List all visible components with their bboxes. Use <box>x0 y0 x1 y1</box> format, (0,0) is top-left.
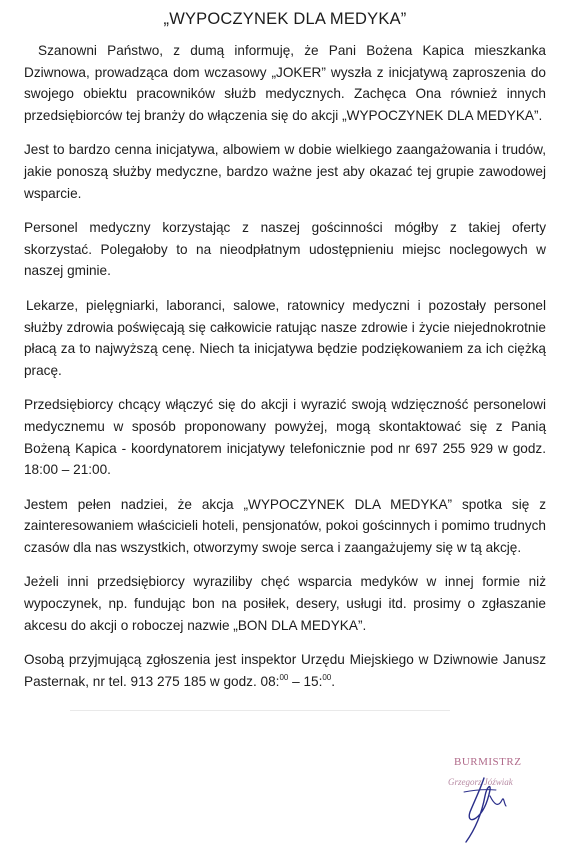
paragraph-5: Przedsiębiorcy chcący włączyć się do akcji i wyrazić swoją wdzięczność personelowi medycznemu w sposób proponowany powyżej, mogą skontaktować się z Panią Bożeną Kapica - koordynatorem inicjatywy telefonicznie pod nr 697 255 929 w godz. 18:00 – 21:00. <box>24 397 546 478</box>
official-stamp <box>440 756 560 846</box>
paragraph-8-sup-start: 00 <box>279 672 289 682</box>
stamp-name: Grzegorz Jóźwiak <box>448 777 513 787</box>
paragraph-8 <box>24 649 546 692</box>
paragraph-8-lead: Osobą przyjmującą zgłoszenia jest inspektor Urzędu Miejskiego w Dziwnowie Janusz Pasternak, nr tel. 913 275 185 w godz. 08: <box>24 652 546 689</box>
paragraph-7: Jeżeli inni przedsiębiorcy wyraziliby chęć wsparcia medyków w innej formie niż wypoczynek, np. fundując bon na posiłek, desery, usługi itd. prosimy o zgłaszanie akcesu do akcji o roboczej nazwie „BON DLA MEDYKA”. <box>24 574 546 633</box>
handwritten-signature-icon <box>440 756 560 846</box>
document-body <box>24 40 546 705</box>
paragraph-4: Lekarze, pielęgniarki, laboranci, salowe, ratownicy medyczni i pozostały personel służby zdrowia poświęcają się całkowicie ratując nasze zdrowie i życie niejednokrotnie płacą za to najwyższą cenę. Niech ta inicjatywa będzie podziękowaniem za ich ciężką pracę. <box>24 297 546 378</box>
paragraph-1: Szanowni Państwo, z dumą informuję, że Pani Bożena Kapica mieszkanka Dziwnowa, prowadząca dom wczasowy „JOKER” wyszła z inicjatywą zaproszenia do swojego obiektu pracowników służb medycznych. Zachęca Ona również innych przedsiębiorców tej branży do włączenia się do akcji „WYPOCZYNEK DLA MEDYKA”. <box>24 43 546 123</box>
paragraph-6: Jestem pełen nadziei, że akcja „WYPOCZYNEK DLA MEDYKA” spotka się z zainteresowaniem właścicieli hoteli, pensjonatów, pokoi gościnnych i pomimo trudnych czasów dla nas wszystkich, otworzymy swoje serca i zaangażujemy się w tą akcję. <box>24 496 546 555</box>
stamp-title: BURMISTRZ <box>454 756 522 768</box>
paragraph-8-mid: – 15: <box>288 673 323 689</box>
paragraph-8-sup-end: 00 <box>322 672 332 682</box>
scan-artifact-line <box>70 710 450 711</box>
document-title: „WYPOCZYNEK DLA MEDYKA” <box>163 10 407 28</box>
paragraph-2: Jest to bardzo cenna inicjatywa, albowiem w dobie wielkiego zaangażowania i trudów, jakie ponoszą służby medyczne, bardzo ważne jest aby okazać tej grupie zawodowej wsparcie. <box>24 142 546 201</box>
paragraph-8-end: . <box>331 673 336 689</box>
paragraph-3: Personel medyczny korzystając z naszej gościnności mógłby z takiej oferty skorzystać. Polegałoby to na nieodpłatnym udostępnieniu miejsc noclegowych w naszej gminie. <box>24 220 546 279</box>
